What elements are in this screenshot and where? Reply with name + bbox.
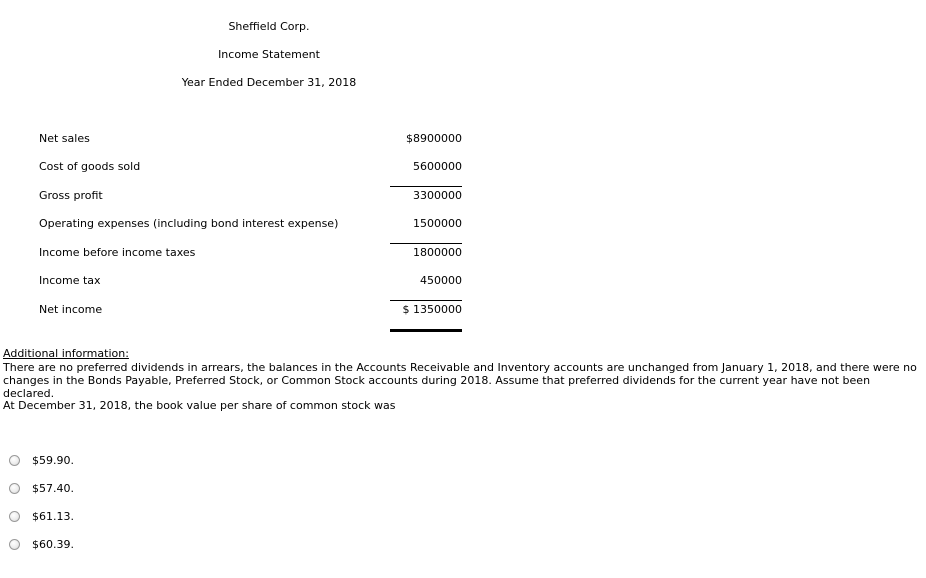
subtotal-rule bbox=[390, 243, 462, 244]
option-label: $61.13. bbox=[32, 509, 74, 523]
row-label-income-before-taxes: Income before income taxes bbox=[39, 246, 196, 259]
option-label: $59.90. bbox=[32, 453, 74, 467]
option-3[interactable] bbox=[9, 509, 74, 523]
row-amount-gross-profit: 3300000 bbox=[413, 189, 462, 202]
option-1[interactable] bbox=[9, 453, 74, 467]
radio-button[interactable] bbox=[9, 483, 20, 494]
radio-button[interactable] bbox=[9, 539, 20, 550]
row-amount-net-income: $ 1350000 bbox=[402, 303, 462, 316]
option-2[interactable] bbox=[9, 481, 74, 495]
row-label-gross-profit: Gross profit bbox=[39, 189, 103, 202]
row-amount-net-sales: $8900000 bbox=[406, 132, 462, 145]
radio-button[interactable] bbox=[9, 455, 20, 466]
row-amount-income-tax: 450000 bbox=[420, 274, 462, 287]
statement-period: Year Ended December 31, 2018 bbox=[181, 76, 357, 89]
radio-button[interactable] bbox=[9, 511, 20, 522]
statement-title: Income Statement bbox=[218, 48, 320, 61]
total-double-rule bbox=[390, 329, 462, 332]
row-amount-cost-of-goods-sold: 5600000 bbox=[413, 160, 462, 173]
row-amount-operating-expenses: 1500000 bbox=[413, 217, 462, 230]
subtotal-rule bbox=[390, 186, 462, 187]
row-amount-income-before-taxes: 1800000 bbox=[413, 246, 462, 259]
additional-info-text: There are no preferred dividends in arrears, the balances in the Accounts Receivable and Inventory accounts are unchanged from January 1, 2018, and there were no changes in the Bonds Payable, Preferred Stock, or Common Stock accounts during 2018. Assume that preferred dividends for the current year have not been declared. bbox=[3, 361, 917, 400]
option-4[interactable] bbox=[9, 537, 74, 551]
option-label: $57.40. bbox=[32, 481, 74, 495]
row-label-net-sales: Net sales bbox=[39, 132, 90, 145]
additional-info-title: Additional information: bbox=[3, 347, 129, 360]
option-label: $60.39. bbox=[32, 537, 74, 551]
subtotal-rule bbox=[390, 300, 462, 301]
company-name: Sheffield Corp. bbox=[228, 20, 310, 33]
question-text: At December 31, 2018, the book value per share of common stock was bbox=[3, 399, 396, 412]
row-label-income-tax: Income tax bbox=[39, 274, 101, 287]
row-label-net-income: Net income bbox=[39, 303, 103, 316]
row-label-cost-of-goods-sold: Cost of goods sold bbox=[39, 160, 141, 173]
row-label-operating-expenses: Operating expenses (including bond interest expense) bbox=[39, 217, 339, 230]
